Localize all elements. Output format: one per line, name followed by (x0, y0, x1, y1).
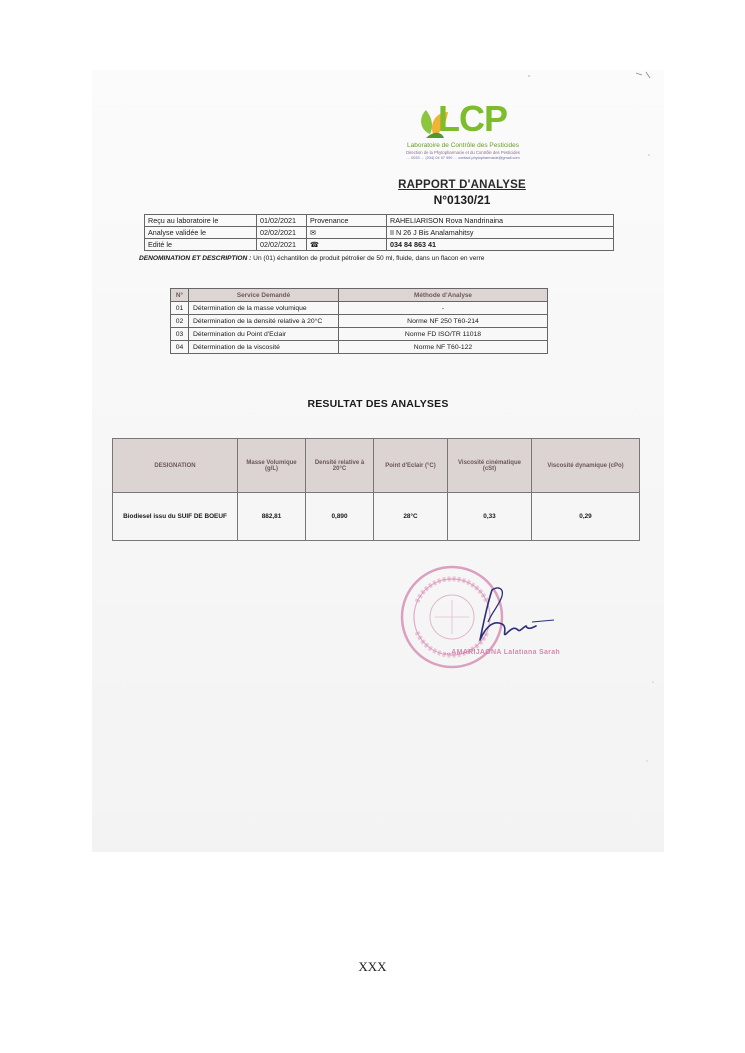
col-header-dynamic-viscosity: Viscosité dynamique (cPo) (532, 439, 640, 493)
results-header-row (113, 439, 640, 493)
service-number: 03 (171, 328, 189, 341)
info-value: II N 26 J Bis Analamahitsy (387, 227, 614, 239)
scanned-document (92, 70, 664, 852)
results-table (112, 438, 640, 541)
table-row (171, 315, 548, 328)
denomination-description (139, 255, 484, 262)
reception-info-table (144, 214, 614, 251)
report-number: N°0130/21 (433, 193, 491, 207)
services-table (170, 288, 548, 354)
logo-subtitle: Laboratoire de Contrôle des Pesticides (406, 142, 519, 149)
col-header-number: N° (171, 289, 189, 302)
col-header-method: Méthode d'Analyse (339, 289, 548, 302)
col-header-relative-density: Densité relative à 20°C (306, 439, 374, 493)
info-row (145, 227, 614, 239)
service-name: Détermination de la densité relative à 20°C (189, 315, 339, 328)
table-row (171, 328, 548, 341)
phone-icon: ☎ (307, 239, 387, 251)
info-value: RAHELIARISON Rova Nandrinaina (387, 215, 614, 227)
table-row (113, 493, 640, 541)
services-header-row (171, 289, 548, 302)
info-label: Edité le (145, 239, 257, 251)
logo-contact: … 0033 … (034) 04 07 990 … contact.phytopharmacie@gmail.com (406, 156, 520, 160)
service-method: Norme NF T60-122 (339, 341, 548, 354)
lcp-logo (338, 98, 588, 166)
info-date: 01/02/2021 (257, 215, 307, 227)
info-row (145, 239, 614, 251)
service-method: Norme FD ISO/TR 11018 (339, 328, 548, 341)
info-label: Analyse validée le (145, 227, 257, 239)
result-density: 882,81 (238, 493, 306, 541)
result-kinematic-viscosity: 0,33 (448, 493, 532, 541)
col-header-density: Masse Volumique (g/L) (238, 439, 306, 493)
signatory-name: …AMARIJAONA Lalatiana Sarah (444, 649, 560, 656)
denomination-text: Un (01) échantillon de produit pétrolier de 50 ml, fluide, dans un flacon en verre (251, 255, 485, 262)
mail-icon: ✉ (307, 227, 387, 239)
logo-direction: Direction de la Phytopharmacie et du Contrôle des Pesticides (406, 150, 520, 155)
table-row (171, 302, 548, 315)
signature-icon (462, 582, 562, 652)
col-header-flash-point: Point d'Eclair (°C) (374, 439, 448, 493)
service-name: Détermination de la viscosité (189, 341, 339, 354)
footer-text: XXX (358, 959, 387, 974)
service-name: Détermination de la masse volumique (189, 302, 339, 315)
col-header-service: Service Demandé (189, 289, 339, 302)
info-value: 034 84 863 41 (387, 239, 614, 251)
info-date: 02/02/2021 (257, 239, 307, 251)
results-title: RESULTAT DES ANALYSES (307, 398, 449, 410)
service-method: Norme NF 250 T60-214 (339, 315, 548, 328)
service-number: 04 (171, 341, 189, 354)
info-row (145, 215, 614, 227)
info-label: Reçu au laboratoire le (145, 215, 257, 227)
col-header-kinematic-viscosity: Viscosité cinématique (cSt) (448, 439, 532, 493)
info-date: 02/02/2021 (257, 227, 307, 239)
logo-text: LCP (438, 98, 507, 139)
service-name: Détermination du Point d'Eclair (189, 328, 339, 341)
col-header-designation: DESIGNATION (113, 439, 238, 493)
table-row (171, 341, 548, 354)
result-flash-point: 28°C (374, 493, 448, 541)
report-title: RAPPORT D'ANALYSE (398, 179, 526, 191)
result-relative-density: 0,890 (306, 493, 374, 541)
info-field: Provenance (307, 215, 387, 227)
service-number: 01 (171, 302, 189, 315)
service-method: - (339, 302, 548, 315)
service-number: 02 (171, 315, 189, 328)
result-designation: Biodiesel issu du SUIF DE BOEUF (113, 493, 238, 541)
denomination-label: DENOMINATION ET DESCRIPTION : (139, 255, 252, 262)
result-dynamic-viscosity: 0,29 (532, 493, 640, 541)
